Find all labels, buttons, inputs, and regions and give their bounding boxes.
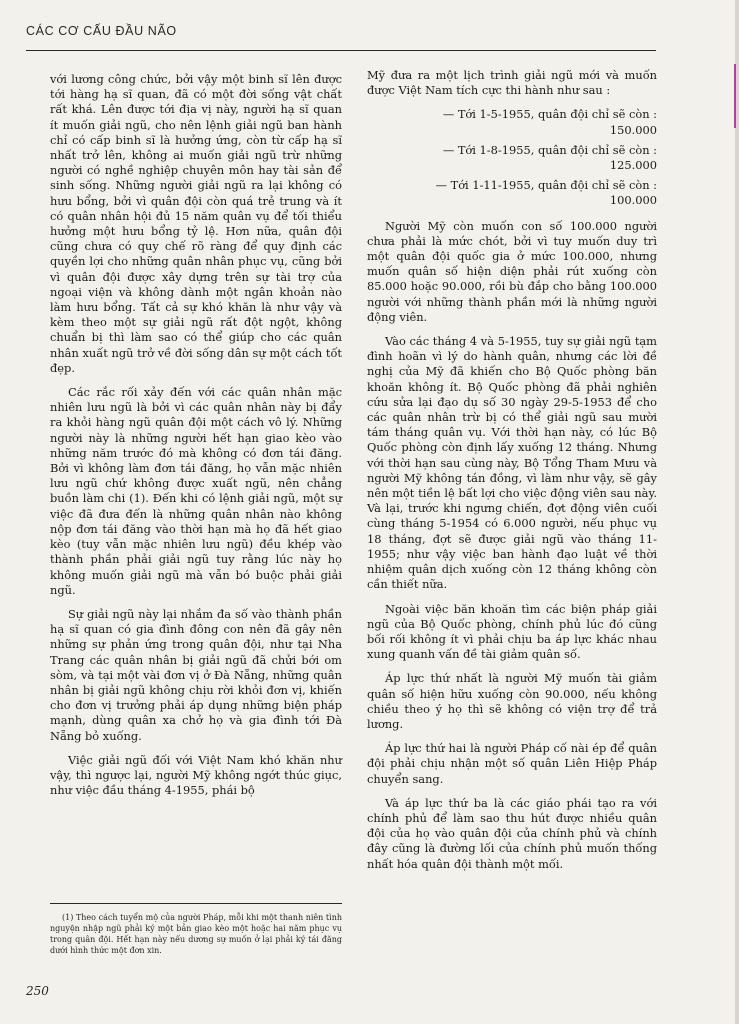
quota-text-1: — Tới 1-5-1955, quân đội chỉ sẽ còn : bbox=[442, 107, 657, 122]
left-paragraph-1: với lương công chức, bởi vậy một binh sĩ lên được tới hàng hạ sĩ quan, đã có một đời sống vật chất rất khá. Lên được tới địa vị này, người hạ sĩ quan ít muốn giải ngũ, cho nên lệnh giải ngũ ban hành chỉ có cấp binh sĩ là hưởng ứng, còn từ cấp hạ sĩ nhất trở lên, không ai muốn giải ngũ trừ những người có nghề nghiệp chuyên môn hay tài sản để sinh sống. Những người giải ngũ ra lại không có hưu bổng, bởi vì quân đội còn quá trẻ trung và ít có quân nhân hội đủ 15 năm quân vụ để tối thiểu hưởng một hưu bổng tỷ lệ. Hơn nữa, quân đội cũng chưa có quy chế rõ ràng để quy định các quyền lợi cho những quân nhân phục vụ, cũng bởi vì quân đội được xây dựng trên sự tài trợ của ngoại viện và không dành một ngân khoản nào làm hưu bổng. Tất cả sự khó khăn là như vậy và kèm theo một sự giải ngũ rất đột ngột, không chuẩn bị thì làm sao có thể giúp cho các quân nhân xuất ngũ trở về đời sống dân sự một cách tốt đẹp. bbox=[50, 72, 342, 375]
right-paragraph-1: Người Mỹ còn muốn con số 100.000 người chưa phải là mức chót, bởi vì tuy muốn duy trì một quân đội quốc gia ở mức 100.000, nhưng muốn quân số hiện diện phải rút xuống còn 85.000 hoặc 90.000, rồi bù đắp cho bằng 100.000 người với những thành phần mới là những người động viên. bbox=[367, 218, 657, 324]
running-header: CÁC CƠ CẤU ĐẦU NÃO bbox=[26, 24, 177, 38]
quota-text-3: — Tới 1-11-1955, quân đội chỉ sẽ còn : bbox=[435, 178, 657, 193]
quota-item-3 bbox=[367, 178, 657, 208]
left-paragraph-3: Sự giải ngũ này lại nhắm đa số vào thành phần hạ sĩ quan có gia đình đông con nên đã gây nên những sự phản ứng trong quân đội, như tại Nha Trang các quân nhân bị giải ngũ đã chửi bới om sòm, và tại một vài đơn vị ở Đà Nẵng, những quân nhân bị giải ngũ không chịu rời khỏi đơn vị, khiến cho đơn vị trưởng phải áp dụng những biện pháp mạnh, dùng quân xa chở họ và gia đình tới Đà Nẵng bỏ xuống. bbox=[50, 606, 342, 743]
right-paragraph-3: Ngoài việc băn khoăn tìm các biện pháp giải ngũ của Bộ Quốc phòng, chính phủ lúc đó cũng bối rối không ít vì phải chịu ba áp lực khác nhau xung quanh vấn đề tài giảm quân số. bbox=[367, 601, 657, 662]
page-number: 250 bbox=[26, 984, 49, 998]
right-paragraph-2: Vào các tháng 4 và 5-1955, tuy sự giải ngũ tạm đình hoãn vì lý do hành quân, nhưng các lời đề nghị của Mỹ đã khiến cho Bộ Quốc phòng băn khoăn không ít. Bộ Quốc phòng đã phải nghiên cứu sửa lại đạo dụ số 30 ngày 29-5-1953 để cho các quân nhân trừ bị có thể giải ngũ sau mười tám tháng quân vụ. Với thời hạn này, có lúc Bộ Quốc phòng còn định lấy xuống 12 tháng. Nhưng với thời hạn sau cùng này, Bộ Tổng Tham Mưu và người Mỹ không tán đồng, vì làm như vậy, sẽ gây nên một tiền lệ bất lợi cho việc động viên sau này. Và lại, trước khi ngưng chiến, đợt động viên cuối cùng tháng 5-1954 có 6.000 người, nếu phục vụ 18 tháng, đợt sẽ được giải ngũ vào tháng 11-1955; như vậy việc ban hành đạo luật về thời nhiệm quân dịch xuống còn 12 tháng không còn cần thiết nữa. bbox=[367, 334, 657, 592]
left-paragraph-2: Các rắc rối xảy đến với các quân nhân mặc nhiên lưu ngũ là bởi vì các quân nhân này bị đẩy ra khỏi hàng ngũ quân đội một cách vô lý. Những người này là những người hết hạn giao kèo vào những năm trước đó mà không có đơn tái đăng. Bởi vì không làm đơn tái đăng, họ vẫn mặc nhiên lưu ngũ chứ không được xuất ngũ, nên chẳng buồn làm chi (1). Đến khi có lệnh giải ngũ, một sự việc đã đưa đến là những quân nhân nào không nộp đơn tái đăng vào thời hạn mà họ đã hết giao kèo (tuy vẫn mặc nhiên lưu ngũ) đều khép vào thành phần phải giải ngũ tuy rằng lúc này họ không muốn giải ngũ mà vẫn bó buộc phải giải ngũ. bbox=[50, 385, 342, 597]
quota-value-2: 125.000 bbox=[609, 158, 657, 173]
quota-value-3: 100.000 bbox=[609, 193, 657, 208]
left-paragraph-4: Việc giải ngũ đối với Việt Nam khó khăn như vậy, thì ngược lại, người Mỹ không ngớt thúc giục, như việc đầu tháng 4-1955, phái bộ bbox=[50, 752, 342, 798]
header-rule bbox=[26, 50, 656, 51]
right-paragraph-5: Áp lực thứ hai là người Pháp cố nài ép để quân đội phải chịu nhận một số quân Liên Hiệp Pháp chuyển sang. bbox=[367, 741, 657, 786]
quota-item-1 bbox=[367, 107, 657, 137]
right-intro: Mỹ đưa ra một lịch trình giải ngũ mới và muốn được Việt Nam tích cực thi hành như sau : bbox=[367, 68, 657, 98]
scan-edge-mark bbox=[734, 64, 736, 128]
quota-text-2: — Tới 1-8-1955, quân đội chỉ sẽ còn : bbox=[442, 142, 657, 157]
left-column bbox=[50, 72, 342, 807]
scan-edge bbox=[735, 0, 739, 1024]
right-paragraph-4: Áp lực thứ nhất là người Mỹ muốn tài giảm quân số hiện hữu xuống còn 90.000, nếu không chiều theo ý họ thì sẽ không có viện trợ để trả lương. bbox=[367, 671, 657, 731]
right-paragraph-6: Và áp lực thứ ba là các giáo phái tạo ra với chính phủ để làm sao thu hút được nhiều quân đội của họ vào quân đội của chính phủ và chính đây cũng là đường lối của chính phủ muốn thống nhất hóa quân đội thành một mối. bbox=[367, 795, 657, 871]
quota-value-1: 150.000 bbox=[609, 122, 657, 137]
footnote: (1) Theo cách tuyển mộ của người Pháp, mỗi khi một thanh niên tình nguyện nhập ngũ phải ký một bản giao kèo một hoặc hai năm phục vụ trong quân đội. Hết hạn này nếu dương sự muốn ở lại phải ký tái đăng dưới hình thức một đơn xin. bbox=[50, 913, 342, 955]
quota-item-2 bbox=[367, 143, 657, 173]
right-column bbox=[367, 68, 657, 881]
footnote-rule bbox=[50, 903, 342, 904]
